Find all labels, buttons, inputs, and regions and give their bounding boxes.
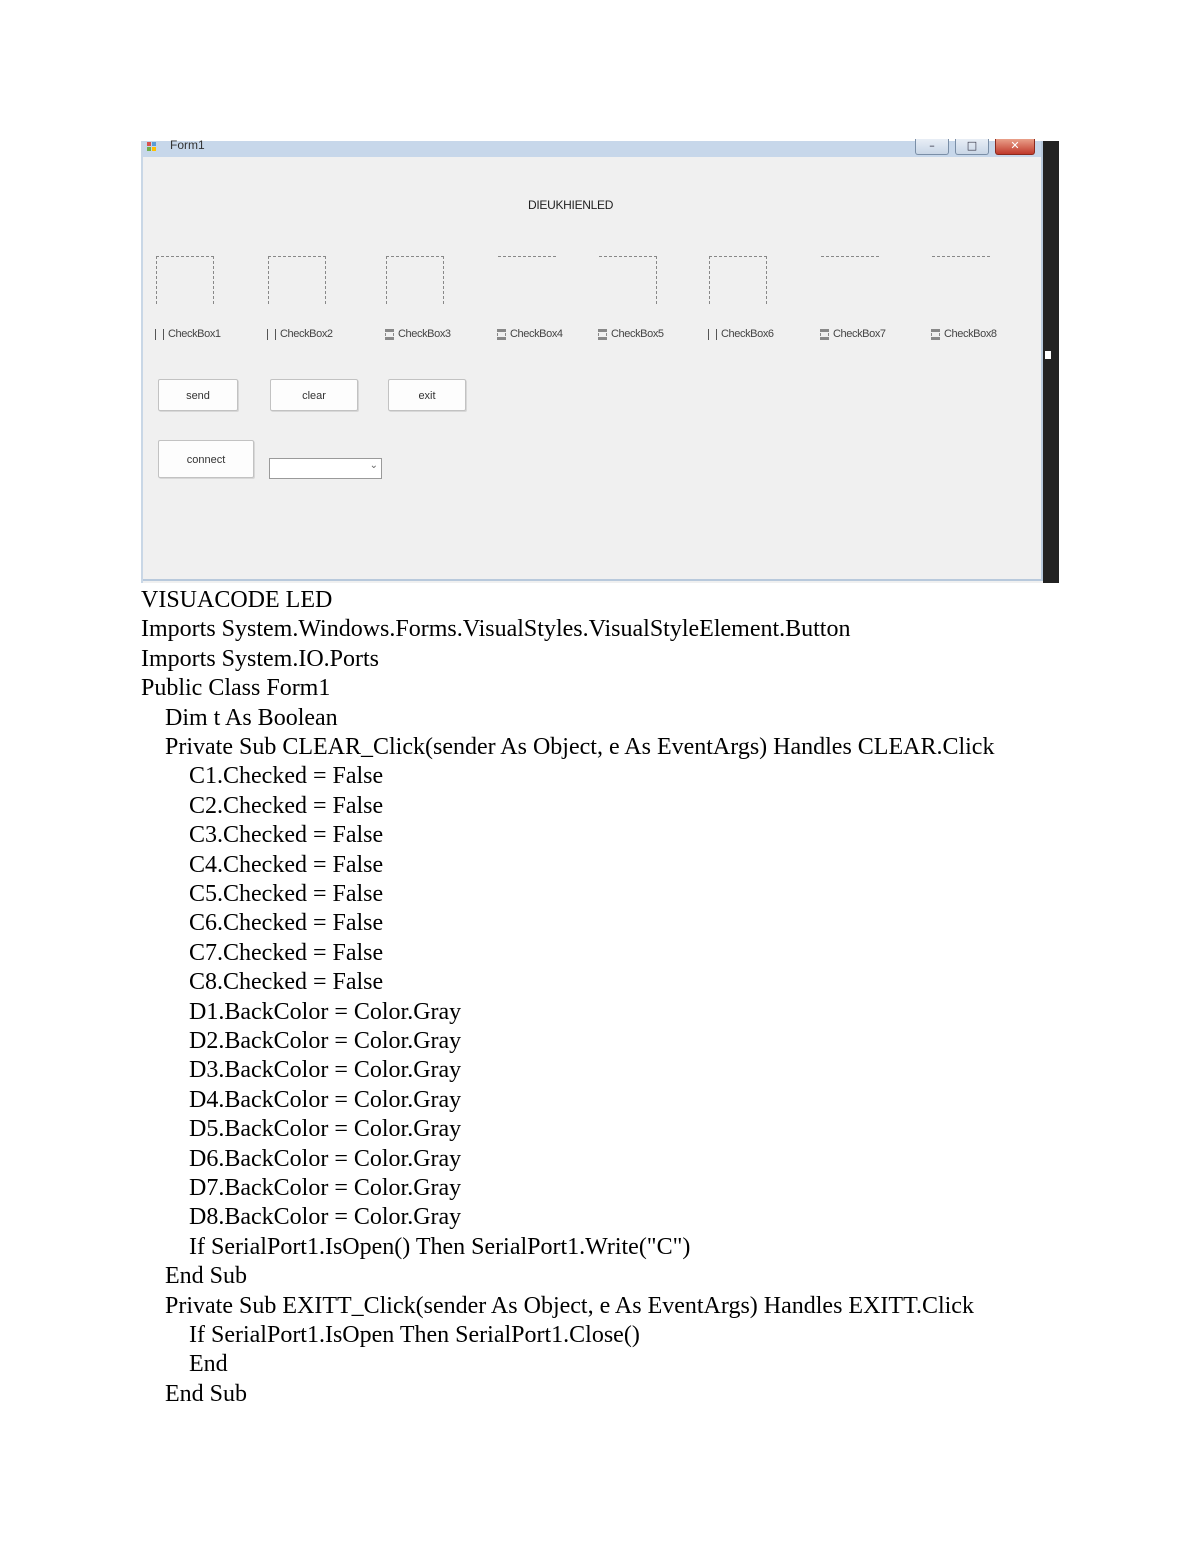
- maximize-button[interactable]: [955, 139, 989, 155]
- code-line: End Sub: [141, 1263, 248, 1290]
- checkbox-1[interactable]: [155, 328, 221, 344]
- checkbox-square: [155, 329, 164, 340]
- led-panel-2: [268, 256, 326, 304]
- scroll-handle[interactable]: [1045, 351, 1051, 359]
- checkbox-5[interactable]: [598, 328, 664, 344]
- led-panel-3: [386, 256, 444, 304]
- chevron-down-icon: ⌄: [369, 460, 378, 471]
- code-line: C8.Checked = False: [141, 969, 384, 996]
- checkbox-4[interactable]: [497, 328, 563, 344]
- code-line: Public Class Form1: [141, 675, 331, 702]
- checkbox-square: [497, 329, 506, 340]
- app-icon: [147, 142, 157, 152]
- code-line: Dim t As Boolean: [141, 704, 338, 731]
- checkbox-label: CheckBox6: [721, 328, 774, 340]
- checkbox-label: CheckBox3: [398, 328, 451, 340]
- led-panel-5: [599, 256, 657, 304]
- led-panel-8: [932, 256, 990, 258]
- maximize-icon: □: [966, 139, 978, 152]
- checkbox-label: CheckBox4: [510, 328, 563, 340]
- led-panel-6: [709, 256, 767, 304]
- scrollbar[interactable]: [1043, 141, 1059, 583]
- checkbox-6[interactable]: [708, 328, 774, 344]
- checkbox-label: CheckBox2: [280, 328, 333, 340]
- code-line: C1.Checked = False: [141, 763, 384, 790]
- code-line: D4.BackColor = Color.Gray: [141, 1086, 462, 1113]
- checkbox-7[interactable]: [820, 328, 886, 344]
- clear-button[interactable]: clear: [270, 379, 358, 411]
- code-line: D2.BackColor = Color.Gray: [141, 1028, 462, 1054]
- led-panel-1: [156, 256, 214, 304]
- code-line: D1.BackColor = Color.Gray: [141, 998, 462, 1025]
- led-panel-4: [498, 256, 556, 258]
- led-panel-7: [821, 256, 879, 258]
- code-line: Imports System.IO.Ports: [141, 645, 380, 672]
- checkbox-3[interactable]: [385, 328, 451, 344]
- form-label: DIEUKHIENLED: [528, 198, 614, 212]
- form-window-screenshot: [141, 138, 1059, 583]
- minimize-icon: –: [929, 139, 935, 152]
- code-line: End Sub: [141, 1380, 248, 1407]
- code-line: If SerialPort1.IsOpen Then SerialPort1.Close(): [141, 1322, 640, 1348]
- code-line: Imports System.Windows.Forms.VisualStyles.VisualStyleElement.Button: [141, 616, 851, 643]
- checkbox-square: [820, 329, 829, 340]
- checkbox-square: [385, 329, 394, 340]
- close-icon: ✕: [1010, 139, 1020, 152]
- checkbox-8[interactable]: [931, 328, 997, 344]
- checkbox-square: [598, 329, 607, 340]
- code-line: Private Sub CLEAR_Click(sender As Object, e As EventArgs) Handles CLEAR.Click: [141, 734, 995, 760]
- code-line: If SerialPort1.IsOpen() Then SerialPort1.Write("C"): [141, 1233, 691, 1260]
- close-button[interactable]: [995, 139, 1035, 155]
- code-line: C3.Checked = False: [141, 822, 384, 849]
- send-button[interactable]: send: [158, 379, 238, 411]
- checkbox-2[interactable]: [267, 328, 333, 344]
- exit-button[interactable]: exit: [388, 379, 466, 411]
- checkbox-label: CheckBox7: [833, 328, 886, 340]
- title-bar: [143, 138, 1041, 157]
- code-line: End: [141, 1351, 228, 1378]
- code-line: VISUACODE LED: [141, 587, 333, 613]
- checkbox-square: [931, 329, 940, 340]
- checkbox-label: CheckBox5: [611, 328, 664, 340]
- code-line: C7.Checked = False: [141, 939, 384, 966]
- code-line: C6.Checked = False: [141, 910, 384, 937]
- minimize-button[interactable]: [915, 139, 949, 155]
- code-line: D5.BackColor = Color.Gray: [141, 1116, 462, 1143]
- code-line: D6.BackColor = Color.Gray: [141, 1145, 462, 1172]
- checkbox-label: CheckBox8: [944, 328, 997, 340]
- code-line: C2.Checked = False: [141, 792, 384, 819]
- code-line: D7.BackColor = Color.Gray: [141, 1175, 462, 1201]
- port-combobox[interactable]: [269, 458, 382, 479]
- code-line: D3.BackColor = Color.Gray: [141, 1057, 462, 1084]
- checkbox-label: CheckBox1: [168, 328, 221, 340]
- code-line: C5.Checked = False: [141, 881, 384, 907]
- code-line: Private Sub EXITT_Click(sender As Object, e As EventArgs) Handles EXITT.Click: [141, 1292, 974, 1319]
- code-line: C4.Checked = False: [141, 851, 384, 878]
- code-line: D8.BackColor = Color.Gray: [141, 1204, 462, 1231]
- connect-button[interactable]: connect: [158, 440, 254, 478]
- checkbox-square: [267, 329, 276, 340]
- checkbox-square: [708, 329, 717, 340]
- window-title: Form1: [170, 138, 205, 152]
